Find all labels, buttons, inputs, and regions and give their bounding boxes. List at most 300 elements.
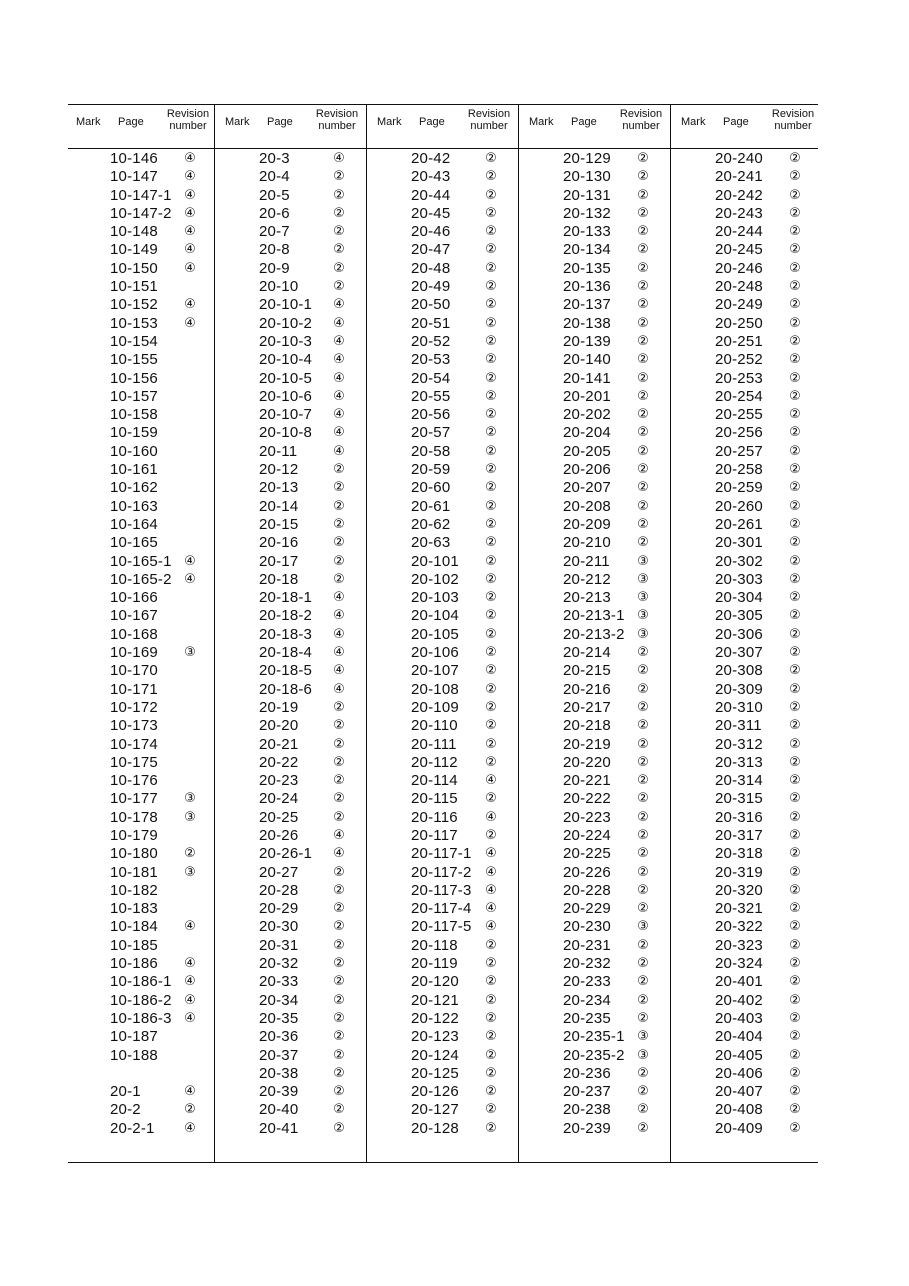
table-row [369,1101,520,1119]
column-group [217,104,368,1162]
revision-number [183,664,197,678]
page-number: 10-146 [110,150,158,167]
revision-number [183,902,197,916]
column-header [521,104,672,148]
page-number: 20-401 [715,973,763,991]
revision-number: ② [637,279,649,295]
page-number: 20-141 [563,369,611,387]
table-row [369,479,520,497]
page-number: 20-19 [259,698,299,716]
page-number: 20-404 [715,1028,763,1046]
table-row [521,900,672,918]
page-number: 20-115 [411,790,458,808]
revision-number: ② [485,260,497,276]
page-number: 20-106 [411,644,459,662]
revision-number: ② [789,590,801,606]
table-row [68,168,219,186]
page-number: 20-56 [411,406,451,424]
page-number: 10-181 [110,863,158,881]
table-row [521,937,672,955]
table-row [369,443,520,461]
page-number: 20-255 [715,406,763,424]
table-row [521,205,672,223]
revision-number: ② [333,773,345,789]
table-row [369,1028,520,1046]
table-row [673,388,824,406]
table-row [369,498,520,516]
page-number: 20-206 [563,461,611,479]
table-row [369,315,520,333]
page-number: 20-207 [563,479,611,497]
header-page: Page [571,116,597,128]
page-number: 20-226 [563,863,611,881]
table-row [673,662,824,680]
page-number: 20-10-8 [259,424,313,442]
revision-number: ② [637,498,649,514]
page-number: 20-117 [411,826,458,844]
page-number: 20-11 [259,442,298,460]
table-row [217,992,368,1010]
table-row [217,223,368,241]
revision-number: ② [485,626,497,642]
revision-number: ② [333,279,345,295]
page-number: 20-218 [563,717,611,735]
revision-number: ④ [184,956,196,972]
revision-number: ④ [333,645,345,661]
page-number: 10-161 [110,461,158,479]
revision-number: ② [637,260,649,276]
revision-number: ② [789,608,801,624]
revision-number: ② [637,699,649,715]
table-row [217,790,368,808]
revision-number: ④ [333,663,345,679]
revision-number: ④ [333,388,345,404]
page-number: 20-230 [563,918,611,936]
revision-number: ④ [184,151,196,166]
table-row [68,1120,219,1138]
table-row [217,973,368,991]
revision-number [183,738,197,752]
revision-number: ④ [485,846,497,862]
page-number: 20-251 [715,332,763,350]
page-number: 20-231 [563,936,611,954]
revision-number: ② [333,699,345,715]
revision-number: ② [789,956,801,972]
table-row [217,461,368,479]
page-number: 20-130 [563,168,611,186]
page-number: 20-61 [411,497,451,515]
column-group [68,104,219,1162]
page-number: 20-214 [563,644,611,662]
revision-table [68,104,818,1162]
table-row [369,662,520,680]
table-row [68,443,219,461]
revision-number: ② [637,663,649,679]
page-number: 20-45 [411,204,451,222]
revision-number: ② [789,846,801,862]
page-number: 20-60 [411,479,451,497]
page-number: 20-209 [563,515,611,533]
page-number: 20-324 [715,955,763,973]
page-number: 20-235-1 [563,1028,625,1046]
revision-number: ② [637,516,649,532]
page-number: 20-103 [411,589,459,607]
page-number: 20-46 [411,223,451,241]
table-row [369,955,520,973]
table-row [369,553,520,571]
table-row [369,187,520,205]
table-row [521,296,672,314]
header-mark: Mark [225,116,250,128]
page-number: 20-316 [715,808,763,826]
table-row [369,809,520,827]
table-row [369,278,520,296]
revision-number: ② [485,151,497,166]
column-header [68,104,219,148]
table-row [68,918,219,936]
page-number: 20-310 [715,698,763,716]
revision-number [183,1067,197,1081]
revision-number: ② [485,480,497,496]
table-row [369,1120,520,1138]
page-number: 20-54 [411,369,451,387]
revision-number: ④ [184,169,196,185]
revision-number: ② [485,498,497,514]
page-number: 20-133 [563,223,611,241]
revision-number: ② [789,370,801,386]
table-row [521,1010,672,1028]
header-page: Page [419,116,445,128]
revision-number: ② [485,1084,497,1100]
revision-number: ② [485,754,497,770]
revision-number [183,829,197,843]
revision-number: ② [485,608,497,624]
table-row [217,443,368,461]
page-number: 20-42 [411,150,451,167]
revision-number: ④ [333,315,345,331]
revision-number: ④ [184,224,196,240]
page-number: 20-140 [563,351,611,369]
table-row [68,223,219,241]
table-row [68,809,219,827]
revision-number: ② [637,864,649,880]
revision-number: ② [637,1102,649,1118]
page-number: 20-44 [411,186,451,204]
page-number: 20-127 [411,1101,459,1119]
table-row [217,662,368,680]
page-number: 20-108 [411,680,459,698]
page-number: 20-33 [259,973,299,991]
table-row [521,736,672,754]
table-row [369,205,520,223]
revision-number: ② [789,480,801,496]
revision-number: ② [485,169,497,185]
revision-number [183,884,197,898]
header-page: Page [118,116,144,128]
page-number: 10-167 [110,607,158,625]
revision-number: ④ [485,901,497,917]
revision-number: ② [485,1029,497,1045]
revision-number: ④ [184,1010,196,1026]
table-row [369,827,520,845]
table-row [673,699,824,717]
column-header [673,104,824,148]
revision-number [183,628,197,642]
page-number: 10-171 [110,680,158,698]
table-row [68,937,219,955]
page-number: 20-225 [563,845,611,863]
table-row [68,388,219,406]
table-row [673,424,824,442]
revision-number: ② [789,1120,801,1136]
revision-number: ② [789,224,801,240]
revision-number: ② [637,1010,649,1026]
page-number: 20-131 [563,186,611,204]
page-number: 10-147-1 [110,186,172,204]
revision-number: ② [637,681,649,697]
table-row [673,955,824,973]
revision-number: ② [789,553,801,569]
revision-number: ④ [333,407,345,423]
table-row [521,498,672,516]
page-number: 10-187 [110,1028,158,1046]
table-row [217,534,368,552]
page-number: 20-248 [715,278,763,296]
table-row [673,1047,824,1065]
table-row [521,1047,672,1065]
table-row [521,662,672,680]
revision-number [183,939,197,953]
revision-number [183,536,197,550]
revision-number: ② [789,260,801,276]
table-row [68,424,219,442]
revision-number: ② [333,571,345,587]
table-row [521,168,672,186]
table-row [521,278,672,296]
revision-number: ③ [637,1029,649,1045]
page-number: 20-314 [715,772,763,790]
revision-number: ② [485,187,497,203]
revision-number: ② [637,956,649,972]
revision-number: ④ [333,443,345,459]
table-row [673,772,824,790]
page-number: 10-173 [110,717,158,735]
table-row [673,498,824,516]
revision-number: ② [637,187,649,203]
page-number: 20-117-5 [411,918,472,936]
table-row [217,607,368,625]
revision-number: ② [485,718,497,734]
table-row [217,900,368,918]
revision-number: ② [485,407,497,423]
table-row [68,516,219,534]
page-number: 20-132 [563,204,611,222]
table-row [369,1047,520,1065]
page-number: 20-322 [715,918,763,936]
table-row [521,260,672,278]
header-revision-number: Revision number [467,108,511,132]
revision-number: ② [485,443,497,459]
revision-number: ② [637,480,649,496]
page-number: 10-186-3 [110,1009,172,1027]
table-row [673,516,824,534]
revision-number: ④ [485,882,497,898]
table-row [217,260,368,278]
table-row [369,607,520,625]
page-number: 20-242 [715,186,763,204]
table-row [521,681,672,699]
page-number: 20-313 [715,753,763,771]
table-row [521,461,672,479]
table-row [521,388,672,406]
page-number: 20-223 [563,808,611,826]
page-number: 10-165 [110,534,158,552]
revision-number [183,1030,197,1044]
revision-number: ④ [485,864,497,880]
page-number: 20-8 [259,241,290,259]
table-row [369,424,520,442]
page-number: 20-204 [563,424,611,442]
table-row [673,223,824,241]
revision-number: ② [333,205,345,221]
page-number: 20-9 [259,259,290,277]
page-number: 20-232 [563,955,611,973]
table-row [521,845,672,863]
table-row [673,827,824,845]
page-number: 20-252 [715,351,763,369]
page-number: 20-403 [715,1009,763,1027]
revision-number: ② [789,462,801,478]
table-row [673,900,824,918]
revision-number: ② [789,279,801,295]
revision-number: ② [485,645,497,661]
page-number: 20-228 [563,881,611,899]
page-number: 20-208 [563,497,611,515]
revision-number: ③ [637,919,649,935]
table-row [521,607,672,625]
page-number: 20-63 [411,534,451,552]
revision-number: ③ [637,553,649,569]
table-row [521,1065,672,1083]
page-number: 20-116 [411,808,458,826]
table-row [68,370,219,388]
table-row [521,1028,672,1046]
table-row [673,571,824,589]
table-row [369,681,520,699]
page-number: 20-4 [259,168,290,186]
table-row [673,461,824,479]
table-row [521,315,672,333]
page-number: 10-180 [110,845,158,863]
page-number: 10-166 [110,589,158,607]
page-number: 20-30 [259,918,299,936]
revision-number: ② [333,974,345,990]
revision-number: ② [485,333,497,349]
revision-number: ② [485,352,497,368]
table-row [673,370,824,388]
revision-number: ② [637,645,649,661]
page-number: 10-155 [110,351,158,369]
revision-number: ② [637,827,649,843]
page-number: 20-219 [563,735,611,753]
page-number: 20-43 [411,168,451,186]
column-group [369,104,520,1162]
table-row [521,809,672,827]
revision-number: ④ [333,681,345,697]
page-number: 20-25 [259,808,299,826]
page-number: 10-176 [110,772,158,790]
page-number: 20-250 [715,314,763,332]
revision-number: ② [333,956,345,972]
table-row [68,571,219,589]
revision-number: ④ [184,919,196,935]
table-row [217,626,368,644]
revision-number [183,408,197,422]
header-revision-number: Revision number [315,108,359,132]
revision-number: ③ [184,791,196,807]
page-number: 20-125 [411,1064,459,1082]
revision-number: ② [789,681,801,697]
revision-number: ② [184,846,196,862]
table-row [68,351,219,369]
revision-number: ② [485,242,497,258]
table-row [521,443,672,461]
page-number: 20-117-2 [411,863,472,881]
revision-number: ② [789,1065,801,1081]
page-number: 20-37 [259,1046,299,1064]
table-row [521,754,672,772]
table-row [217,882,368,900]
revision-number: ④ [333,333,345,349]
page-number: 20-215 [563,662,611,680]
page-number: 10-185 [110,936,158,954]
page-number: 20-306 [715,625,763,643]
table-row [673,754,824,772]
table-row [673,1010,824,1028]
table-row [521,241,672,259]
page-number: 20-235 [563,1009,611,1027]
revision-number: ② [485,553,497,569]
revision-number: ② [485,791,497,807]
revision-number: ② [637,205,649,221]
revision-number: ④ [184,974,196,990]
table-row [369,589,520,607]
revision-number [183,335,197,349]
table-row [68,699,219,717]
page-number: 10-188 [110,1046,158,1064]
revision-number: ② [789,425,801,441]
page-number: 20-105 [411,625,459,643]
table-row [369,717,520,735]
table-row [369,918,520,936]
page-number: 20-307 [715,644,763,662]
revision-number: ② [789,626,801,642]
page-number: 20-261 [715,515,763,533]
page-number: 20-212 [563,570,611,588]
table-row [369,241,520,259]
page-number: 20-136 [563,278,611,296]
table-row [673,296,824,314]
page-number: 10-186-2 [110,991,172,1009]
revision-number: ④ [184,187,196,203]
page-number: 20-101 [411,552,459,570]
page-number: 20-120 [411,973,459,991]
revision-number [183,463,197,477]
revision-number: ② [333,1047,345,1063]
revision-number: ② [789,699,801,715]
revision-number [183,426,197,440]
revision-number: ② [789,827,801,843]
